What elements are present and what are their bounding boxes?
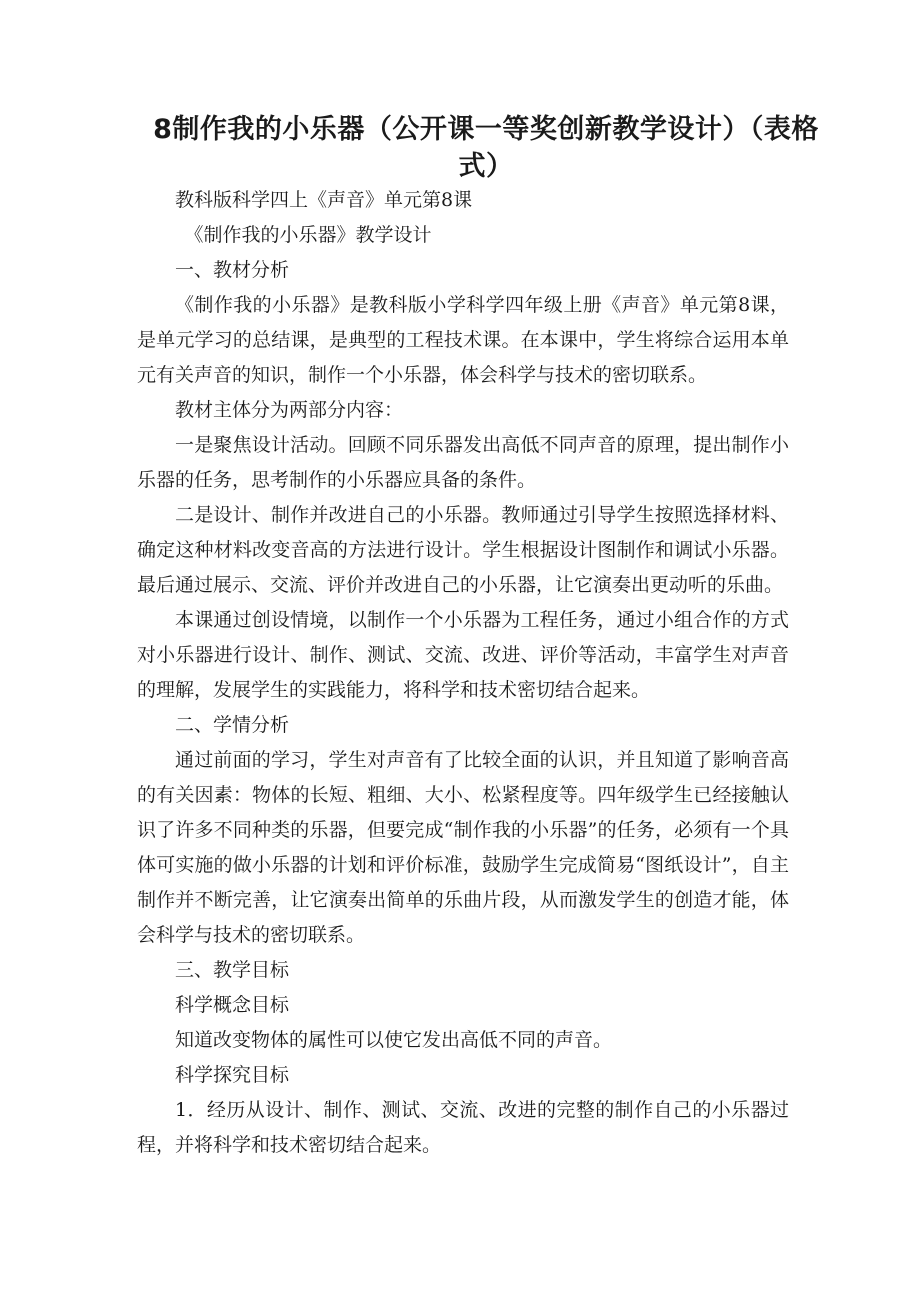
section-heading-goals: 三、教学目标	[175, 959, 290, 981]
paragraph: 1．经历从设计、制作、测试、交流、改进的完整的制作自己的小乐器过程，并将科学和技术密切结合起来。	[137, 1099, 789, 1156]
paragraph: 二是设计、制作并改进自己的小乐器。教师通过引导学生按照选择材料、确定这种材料改变音高的方法进行设计。学生根据设计图制作和调试小乐器。最后通过展示、交流、评价并改进自己的小乐器，让它演奏出更动听的乐曲。	[137, 504, 789, 596]
document-body	[137, 183, 789, 1163]
design-title: 《制作我的小乐器》教学设计	[184, 224, 432, 246]
paragraph: 本课通过创设情境，以制作一个小乐器为工程任务，通过小组合作的方式对小乐器进行设计、制作、测试、交流、改进、评价等活动，丰富学生对声音的理解，发展学生的实践能力，将科学和技术密切结合起来。	[137, 609, 789, 701]
paragraph: 通过前面的学习，学生对声音有了比较全面的认识，并且知道了影响音高的有关因素：物体的长短、粗细、大小、松紧程度等。四年级学生已经接触认识了许多不同种类的乐器，但要完成“制作我的小乐器”的任务，必须有一个具体可实施的做小乐器的计划和评价标准，鼓励学生完成简易“图纸设计”，自主制作并不断完善，让它演奏出简单的乐曲片段，从而激发学生的创造才能，体会科学与技术的密切联系。	[137, 749, 789, 946]
section-heading-students: 二、学情分析	[175, 714, 290, 736]
paragraph: 知道改变物体的属性可以使它发出高低不同的声音。	[175, 1029, 613, 1051]
paragraph: 教材主体分为两部分内容：	[175, 399, 404, 421]
paragraph: 《制作我的小乐器》是教科版小学科学四年级上册《声音》单元第8课，是单元学习的总结课，是典型的工程技术课。在本课中，学生将综合运用本单元有关声音的知识，制作一个小乐器，体会科学与技术的密切联系。	[137, 294, 789, 386]
paragraph: 一是聚焦设计活动。回顾不同乐器发出高低不同声音的原理，提出制作小乐器的任务，思考制作的小乐器应具备的条件。	[137, 434, 789, 491]
document-title: 8制作我的小乐器（公开课一等奖创新教学设计）（表格式）	[153, 114, 819, 182]
section-heading-textbook: 一、教材分析	[175, 259, 290, 281]
subsection-heading-concept: 科学概念目标	[175, 994, 290, 1016]
source-line: 教科版科学四上《声音》单元第8课	[175, 189, 473, 211]
subsection-heading-inquiry: 科学探究目标	[175, 1064, 290, 1086]
